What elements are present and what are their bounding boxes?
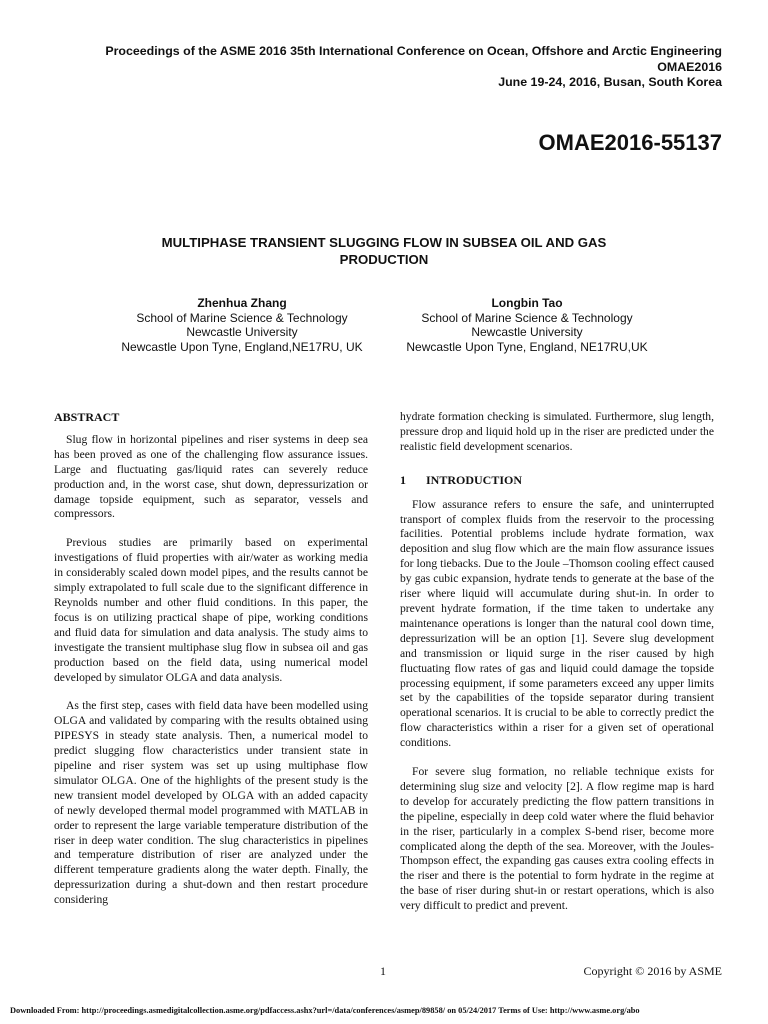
- author-address: Newcastle Upon Tyne, England,NE17RU, UK: [121, 339, 363, 354]
- conference-name: Proceedings of the ASME 2016 35th International Conference on Ocean, Offshore and Arctic Engineering: [105, 44, 722, 58]
- page-number: 1: [380, 964, 386, 978]
- download-notice: Downloaded From: http://proceedings.asmedigitalcollection.asme.org/pdfaccess.ashx?url=/data/conferences/asmep/89858/ on 05/24/2017 Terms of Use: http://www.asme.org/abo: [10, 1006, 640, 1015]
- author-block-2: [377, 296, 677, 354]
- introduction-paragraph-2: For severe slug formation, no reliable technique exists for determining slug size and velocity [2]. A flow regime map is hard to develop for accurately predicting the flow pattern transitions in the pipeline, especially in deep cold water where the fluid behavior in the riser, particularly in a complex S-bend riser, become more complicated along the depth of the sea. Moreover, with the Joules-Thompson effect, the expanding gas causes extra cooling effects in the riser and there is the potential to form hydrate in the regime at the base of riser during shut-in or restart operations, which is also very difficult to predict and prevent.: [400, 765, 714, 913]
- paper-title-line-1: MULTIPHASE TRANSIENT SLUGGING FLOW IN SUBSEA OIL AND GAS: [161, 235, 607, 250]
- left-column: [54, 410, 368, 922]
- right-column: [400, 410, 714, 928]
- section-title: INTRODUCTION: [426, 472, 523, 487]
- author-address: Newcastle Upon Tyne, England, NE17RU,UK: [406, 339, 648, 354]
- paper-title: [90, 234, 678, 268]
- abstract-paragraph-2: Previous studies are primarily based on experimental investigations of fluid properties with air/water as working media in considerably scaled down model pipes, and the results cannot be simply extrapolated to full scale due to the significant difference in Reynolds number and other fluid conditions. In this paper, the focus is on utilizing practical shape of pipe, working conditions and fluid data for simulation and data analysis. The study aims to investigate the transient multiphase slug flow in subsea oil and gas production based on the field data, using numerical model developed by simulator OLGA and data analysis.: [54, 536, 368, 684]
- paper-id: OMAE2016-55137: [538, 130, 722, 155]
- author-name: Longbin Tao: [491, 296, 563, 310]
- author-name: Zhenhua Zhang: [197, 296, 287, 310]
- conference-date-location: June 19-24, 2016, Busan, South Korea: [498, 75, 722, 89]
- conference-code: OMAE2016: [657, 59, 722, 74]
- author-block-1: [92, 296, 392, 354]
- author-school: School of Marine Science & Technology: [421, 310, 633, 325]
- author-school: School of Marine Science & Technology: [136, 310, 348, 325]
- abstract-heading: ABSTRACT: [54, 410, 120, 424]
- section-number: 1: [400, 472, 406, 487]
- abstract-paragraph-3-continued: hydrate formation checking is simulated. Furthermore, slug length, pressure drop and liquid hold up in the riser are predicted under the realistic field development scenarios.: [400, 410, 714, 453]
- author-university: Newcastle University: [471, 325, 583, 340]
- author-university: Newcastle University: [186, 325, 298, 340]
- conference-header: [105, 44, 722, 91]
- introduction-heading: [400, 473, 714, 488]
- copyright-notice: Copyright © 2016 by ASME: [583, 964, 722, 978]
- introduction-paragraph-1: Flow assurance refers to ensure the safe, and uninterrupted transport of complex fluids from the reservoir to the processing facilities. Potential problems include hydrate formation, wax deposition and slug flow which are the main flow assurance issues for long tiebacks. Due to the Joule –Thomson cooling effect caused by gas cubic expansion, hydrate tends to generate at the base of the riser where liquid will accumulate during shut-in. In order to prevent hydrate formation, if the time taken to undertake any maintenance operations is longer than the natural cool down time, depressurization will be an option [1]. Severe slug development and transmission or liquid surge in the riser caused by high fluctuating flow rates of gas and liquid could damage the topside processing equipment, if some parameters exceed any upper limits set by the capabilities of the topside separator during transient operational scenarios. It is crucial to be able to correctly predict the flow characteristics within a riser for a given set of operational conditions.: [400, 497, 714, 750]
- paper-title-line-2: PRODUCTION: [339, 252, 429, 267]
- abstract-paragraph-3: As the first step, cases with field data have been modelled using OLGA and validated by comparing with the results obtained using PIPESYS in steady state analysis. Then, a numerical model to predict slugging flow characteristics under transient state in pipeline and riser system was set up using multiphase flow simulator OLGA. One of the highlights of the present study is the new transient model developed by OLGA with an added capacity of newly developed thermal model programmed with MATLAB in order to represent the large variable temperature distribution of the riser in deep water condition. The slug characteristics in pipelines and temperature distribution of riser are analyzed under the different temperature gradients along the water depth. Finally, the depressurization during a shut-down and then restart procedure considering: [54, 699, 368, 907]
- abstract-paragraph-1: Slug flow in horizontal pipelines and riser systems in deep sea has been proved as one of the challenging flow assurance issues. Large and fluctuating gas/liquid rates can severely reduce production and, in the worst case, shut down, depressurization or damage topside equipment, such as separator, vessels and compressors.: [54, 432, 368, 521]
